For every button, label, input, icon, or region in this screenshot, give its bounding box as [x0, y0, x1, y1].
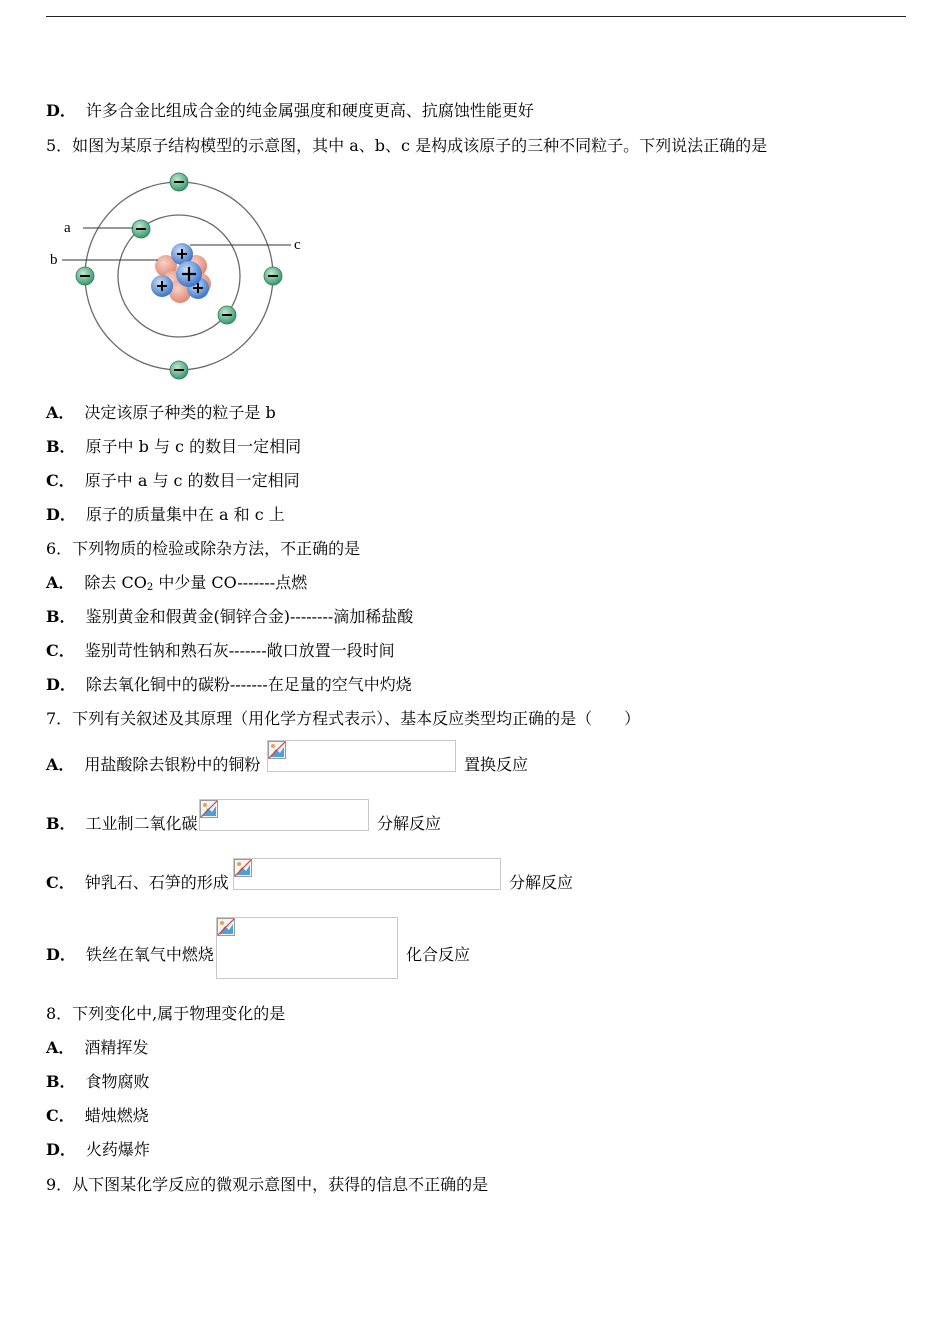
- label-c: c: [294, 237, 301, 253]
- option-text: 决定该原子种类的粒子是 b: [84, 403, 276, 422]
- q9-stem: 9．从下图某化学反应的微观示意图中，获得的信息不正确的是: [46, 1175, 489, 1194]
- option-label: D．: [46, 675, 76, 694]
- q7-type-c: 分解反应: [509, 873, 574, 892]
- option-label: A．: [46, 1038, 75, 1057]
- option-label: D．: [46, 945, 76, 964]
- q7-option-d: [46, 945, 214, 965]
- option-label: B．: [46, 607, 76, 626]
- broken-image-icon: [268, 741, 286, 759]
- q7-type-d: 化合反应: [406, 945, 471, 964]
- option-label: D．: [46, 101, 76, 120]
- equation-image-placeholder: [233, 858, 501, 890]
- option-label: A．: [46, 573, 75, 592]
- option-label: B．: [46, 1072, 76, 1091]
- option-text-post: 中少量 CO-------点燃: [153, 573, 308, 592]
- option-text: 原子的质量集中在 a 和 c 上: [85, 505, 285, 524]
- q6-option-d: [46, 675, 412, 695]
- q6-option-b: [46, 607, 413, 627]
- q6-option-c: [46, 641, 395, 661]
- equation-image-placeholder: [267, 740, 456, 772]
- option-text-pre: 除去 CO: [84, 573, 147, 592]
- q5-stem: 5．如图为某原子结构模型的示意图，其中 a、b、c 是构成该原子的三种不同粒子。下列说法正确的是: [46, 136, 768, 155]
- option-text: 铁丝在氧气中燃烧: [85, 945, 214, 964]
- label-a: a: [64, 220, 71, 236]
- broken-image-icon: [200, 800, 218, 818]
- q6-option-a: [46, 573, 307, 598]
- option-label: D．: [46, 1140, 76, 1159]
- equation-image-placeholder: [199, 799, 369, 831]
- option-text: 除去氧化铜中的碳粉-------在足量的空气中灼烧: [85, 675, 412, 694]
- option-text: 酒精挥发: [84, 1038, 149, 1057]
- option-text: 原子中 a 与 c 的数目一定相同: [84, 471, 300, 490]
- q8-option-b: [46, 1072, 150, 1092]
- option-label: D．: [46, 505, 76, 524]
- nucleus: [151, 243, 211, 303]
- option-text: 火药爆炸: [85, 1140, 150, 1159]
- q5-option-a: [46, 403, 276, 423]
- option-label: B．: [46, 814, 76, 833]
- q7-option-c: [46, 873, 229, 893]
- q5-option-c: [46, 471, 300, 491]
- option-text: 工业制二氧化碳: [85, 814, 198, 833]
- option-label: B．: [46, 437, 76, 456]
- header-rule: [46, 16, 906, 17]
- q7-type-a: 置换反应: [464, 755, 529, 774]
- q5-option-b: [46, 437, 301, 457]
- option-text: 许多合金比组成合金的纯金属强度和硬度更高、抗腐蚀性能更好: [85, 101, 534, 120]
- broken-image-icon: [234, 859, 252, 877]
- q5-option-d: [46, 505, 285, 525]
- equation-image-placeholder: [216, 917, 398, 979]
- option-text: 食物腐败: [85, 1072, 150, 1091]
- q6-stem: 6．下列物质的检验或除杂方法，不正确的是: [46, 539, 361, 558]
- atom-model-figure: [46, 170, 316, 385]
- option-text: 鉴别黄金和假黄金(铜锌合金)--------滴加稀盐酸: [85, 607, 414, 626]
- q7-option-b: [46, 814, 198, 834]
- q8-option-d: [46, 1140, 150, 1160]
- broken-image-icon: [217, 918, 235, 936]
- option-text: 原子中 b 与 c 的数目一定相同: [85, 437, 302, 456]
- option-text: 蜡烛燃烧: [84, 1106, 149, 1125]
- option-label: C．: [46, 641, 75, 660]
- option-label: C．: [46, 1106, 75, 1125]
- q8-option-a: [46, 1038, 148, 1058]
- q7-type-b: 分解反应: [377, 814, 442, 833]
- option-label: A．: [46, 403, 75, 422]
- q4-option-d: [46, 101, 534, 121]
- label-b: b: [50, 252, 58, 268]
- q7-stem: 7．下列有关叙述及其原理（用化学方程式表示）、基本反应类型均正确的是（ ）: [46, 709, 641, 728]
- option-text: 钟乳石、石笋的形成: [84, 873, 229, 892]
- q8-option-c: [46, 1106, 149, 1126]
- option-label: C．: [46, 471, 75, 490]
- option-label: A．: [46, 755, 75, 774]
- option-text: 鉴别苛性钠和熟石灰-------敞口放置一段时间: [84, 641, 395, 660]
- option-label: C．: [46, 873, 75, 892]
- q7-option-a: [46, 755, 260, 775]
- option-text: 用盐酸除去银粉中的铜粉: [84, 755, 261, 774]
- subscript: 2: [146, 582, 154, 593]
- q8-stem: 8．下列变化中,属于物理变化的是: [46, 1004, 286, 1023]
